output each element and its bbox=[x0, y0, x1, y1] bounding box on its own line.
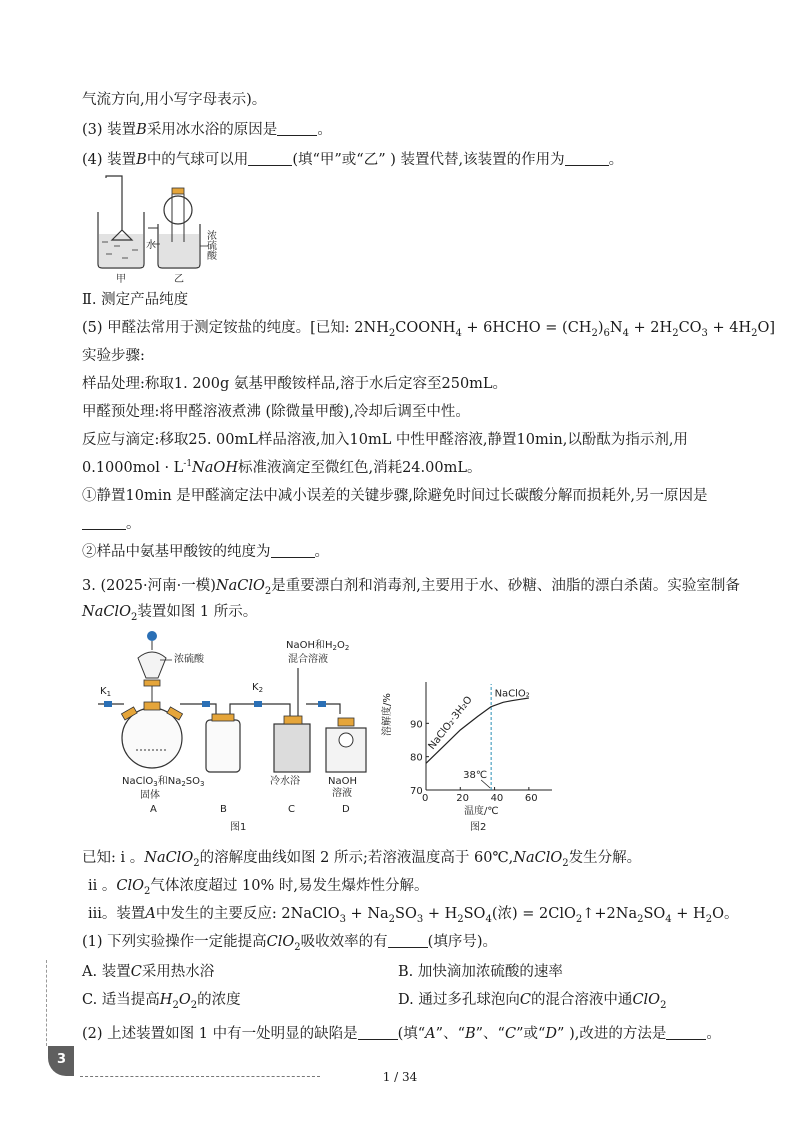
subquestion-1: ①静置10min 是甲醛滴定法中减小误差的关键步骤,除避免时间过长碳酸分解而损耗外,另一原因是 bbox=[82, 488, 708, 504]
label-conc-sulfuric-acid: 浓硫酸 bbox=[204, 230, 216, 260]
answer-blank[interactable] bbox=[666, 1025, 706, 1040]
annotation-arrow bbox=[481, 780, 490, 788]
x-tick-label: 0 bbox=[422, 793, 429, 804]
label-reagents: NaClO$_3$和$Na_2SO_3$ bbox=[122, 776, 205, 788]
figure-1-caption: 图1 bbox=[230, 822, 247, 833]
margin-dashed-line bbox=[46, 960, 47, 1046]
label-C: C bbox=[288, 804, 295, 815]
apparatus-jia-yi-figure bbox=[92, 172, 232, 284]
option-C[interactable]: C. 适当提高$H_2O_2$的浓度 bbox=[82, 992, 241, 1011]
part-1-question: (1) 下列实验操作一定能提高ClO$_2$吸收效率的有 (填序号)。 bbox=[82, 934, 497, 953]
known-ii: ii 。ClO$_2$气体浓度超过 10% 时,易发生爆炸性分解。 bbox=[88, 878, 429, 897]
answer-blank[interactable] bbox=[358, 1025, 398, 1040]
answer-blank[interactable] bbox=[82, 515, 126, 530]
answer-blank[interactable] bbox=[248, 151, 292, 166]
step-titration: 反应与滴定:移取25. 00mL样品溶液,加入10mL 中性甲醛溶液,静置10min,以酚酞为指示剂,用 bbox=[82, 432, 688, 448]
question-4-line: (4) 装置B中的气球可以用 (填“甲”或“乙” ) 装置代替,该装置的作用为 。 bbox=[82, 152, 624, 168]
label-k1: $K_1$ bbox=[100, 686, 112, 698]
question-badge: 3 bbox=[48, 1046, 74, 1076]
solubility-chart bbox=[382, 668, 560, 840]
label-cold-water-bath: 冷水浴 bbox=[270, 776, 300, 787]
label-conc-h2so4: 浓硫酸 bbox=[174, 654, 204, 665]
answer-blank[interactable] bbox=[388, 933, 428, 948]
label-naoh-h2o2: NaOH和$H_2O_2$ bbox=[286, 640, 350, 652]
x-tick-label: 60 bbox=[524, 793, 538, 804]
y-tick-label: 70 bbox=[410, 786, 423, 797]
label-solid: 固体 bbox=[140, 790, 160, 801]
steps-heading: 实验步骤: bbox=[82, 348, 145, 364]
known-iii: iii。装置A中发生的主要反应: 2NaClO$_3$ + $Na_2SO_3 + H_2SO_4$(浓) = $2ClO_2↑+2Na_2SO_4 + H_2O$。 bbox=[88, 906, 739, 925]
label-B: B bbox=[220, 804, 227, 815]
y-tick-label: 80 bbox=[410, 752, 423, 764]
label-D: D bbox=[342, 804, 350, 815]
label-water: 水 bbox=[146, 240, 156, 251]
answer-blank[interactable] bbox=[277, 121, 317, 136]
option-B[interactable]: B. 加快滴加浓硫酸的速率 bbox=[398, 964, 563, 980]
option-D[interactable]: D. 通过多孔球泡向C的混合溶液中通ClO$_2$ bbox=[398, 992, 667, 1011]
y-tick-label: 90 bbox=[410, 719, 423, 731]
option-A[interactable]: A. 装置C采用热水浴 bbox=[82, 964, 215, 980]
x-tick-label: 40 bbox=[490, 793, 504, 804]
x-axis-label: 温度/℃ bbox=[464, 806, 499, 817]
label-A: A bbox=[150, 804, 157, 815]
label-naoh: NaOH bbox=[328, 776, 357, 787]
y-axis-label: 溶解度/% bbox=[382, 693, 393, 736]
step-sample: 样品处理:称取1. 200g 氨基甲酸铵样品,溶于水后定容至250mL。 bbox=[82, 376, 508, 392]
answer-blank[interactable] bbox=[565, 151, 609, 166]
part-2-question: (2) 上述装置如图 1 中有一处明显的缺陷是 (填“A”、“B”、“C”或“D” ),改进的方法是 。 bbox=[82, 1026, 721, 1042]
x-tick-label: 20 bbox=[456, 793, 470, 804]
section-2-heading: Ⅱ. 测定产品纯度 bbox=[82, 292, 189, 308]
question-5-line: (5) 甲醛法常用于测定铵盐的纯度。[已知: $2NH_2COONH_4$ + 6HCHO = $(CH_2)_6N_4 + 2H_2CO_3 + 4H_2O$] bbox=[82, 320, 776, 339]
label-yi: 乙 bbox=[174, 274, 184, 285]
label-k2: $K_2$ bbox=[252, 682, 264, 694]
step-formaldehyde: 甲醛预处理:将甲醛溶液煮沸 (除微量甲酸),冷却后调至中性。 bbox=[82, 404, 470, 420]
annotation-38c: 38℃ bbox=[463, 770, 488, 781]
known-i: 已知: i 。NaClO$_2$的溶解度曲线如图 2 所示;若溶液温度高于 60℃,NaClO$_2$发生分解。 bbox=[82, 850, 642, 869]
series-label-1: NaClO₂ bbox=[494, 688, 530, 700]
page-number: 1 / 34 bbox=[382, 1070, 418, 1084]
question-3-title: 3. (2025·河南·一模)NaClO$_2$是重要漂白剂和消毒剂,主要用于水、砂糖、油脂的漂白杀菌。实验室制备 bbox=[82, 578, 740, 597]
answer-blank[interactable] bbox=[271, 543, 315, 558]
subquestion-1-blank: 。 bbox=[82, 514, 141, 534]
question-3-line: (3) 装置B采用冰水浴的原因是 。 bbox=[82, 122, 332, 138]
question-3-title-cont: NaClO$_2$装置如图 1 所示。 bbox=[82, 604, 258, 623]
chart-caption: 图2 bbox=[470, 822, 487, 833]
series-label-0: NaClO₂·3H₂O bbox=[426, 694, 475, 752]
line-flow-direction: 气流方向,用小写字母表示)。 bbox=[82, 92, 267, 108]
label-solution: 溶液 bbox=[332, 788, 352, 799]
label-jia: 甲 bbox=[116, 274, 126, 285]
apparatus-figure-1 bbox=[94, 628, 414, 838]
step-titration-cont: $0.1000mol \cdot L^{-1}NaOH$标准液滴定至微红色,消耗24.00mL。 bbox=[82, 459, 482, 476]
subquestion-2: ②样品中氨基甲酸铵的纯度为 。 bbox=[82, 544, 329, 560]
label-mixed-solution: 混合溶液 bbox=[288, 654, 328, 665]
